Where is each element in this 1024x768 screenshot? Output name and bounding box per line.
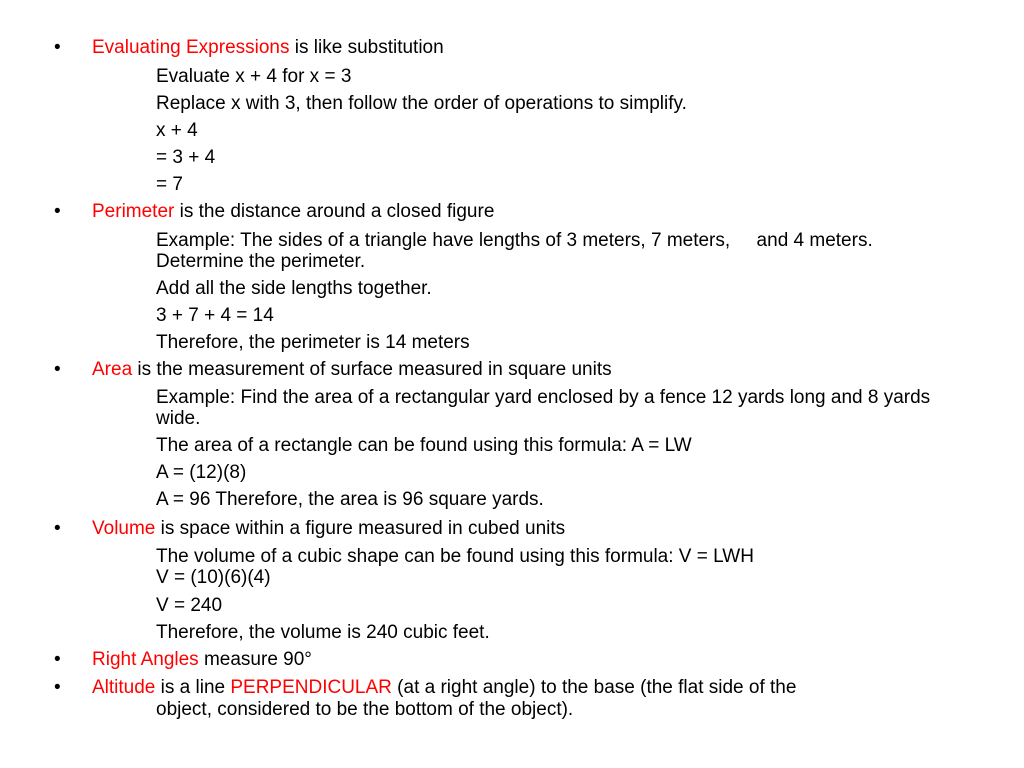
bullet-text (92, 649, 312, 671)
sub-line: The volume of a cubic shape can be found using this formula: V = LWH (156, 546, 754, 567)
bullet-marker: • (54, 677, 61, 698)
bullet-text (92, 37, 444, 59)
bullet-marker: • (54, 359, 61, 380)
sub-line: Replace x with 3, then follow the order of operations to simplify. (156, 93, 687, 114)
sub-line: V = 240 (156, 595, 223, 616)
term-perpendicular: PERPENDICULAR (230, 677, 392, 698)
sub-line: Therefore, the perimeter is 14 meters (156, 332, 470, 353)
bullet-marker: • (54, 37, 61, 58)
sub-line: x + 4 (156, 120, 198, 141)
term-right-angles: Right Angles (92, 649, 199, 670)
bullet-text (92, 201, 494, 223)
term-perimeter: Perimeter (92, 201, 175, 222)
sub-line: Therefore, the volume is 240 cubic feet. (156, 622, 490, 643)
term-description: measure 90° (198, 649, 312, 670)
term-evaluating-expressions: Evaluating Expressions (92, 37, 290, 58)
term-description: is like substitution (289, 37, 444, 58)
bullet-marker: • (54, 649, 61, 670)
bullet-marker: • (54, 201, 61, 222)
term-description: is the distance around a closed figure (174, 201, 495, 222)
bullet-text (92, 518, 565, 540)
altitude-continuation: object, considered to be the bottom of the object). (156, 699, 574, 720)
sub-line: 3 + 7 + 4 = 14 (156, 305, 274, 326)
sub-line: V = (10)(6)(4) (156, 567, 271, 588)
sub-line: = 3 + 4 (156, 147, 216, 168)
sub-line: Add all the side lengths together. (156, 278, 432, 299)
sub-line: The area of a rectangle can be found using this formula: A = LW (156, 435, 692, 456)
bullet-text (92, 359, 612, 381)
term-description: is the measurement of surface measured in square units (132, 359, 612, 380)
sub-line: = 7 (156, 174, 183, 195)
term-volume: Volume (92, 518, 156, 539)
sub-line: A = 96 Therefore, the area is 96 square yards. (156, 489, 544, 510)
bullet-marker: • (54, 518, 61, 539)
term-area: Area (92, 359, 133, 380)
term-description: is a line (155, 677, 231, 698)
sub-line: Example: Find the area of a rectangular yard enclosed by a fence 12 yards long and 8 yards wide. (156, 387, 931, 429)
term-description: is space within a figure measured in cubed units (155, 518, 566, 539)
sub-line: Evaluate x + 4 for x = 3 (156, 66, 352, 87)
bullet-text (92, 677, 796, 699)
term-altitude: Altitude (92, 677, 156, 698)
sub-line: Example: The sides of a triangle have lengths of 3 meters, 7 meters, and 4 meters. Determine the perimeter. (156, 230, 884, 272)
sub-line: A = (12)(8) (156, 462, 247, 483)
term-description-continued: (at a right angle) to the base (the flat side of the (391, 677, 797, 698)
